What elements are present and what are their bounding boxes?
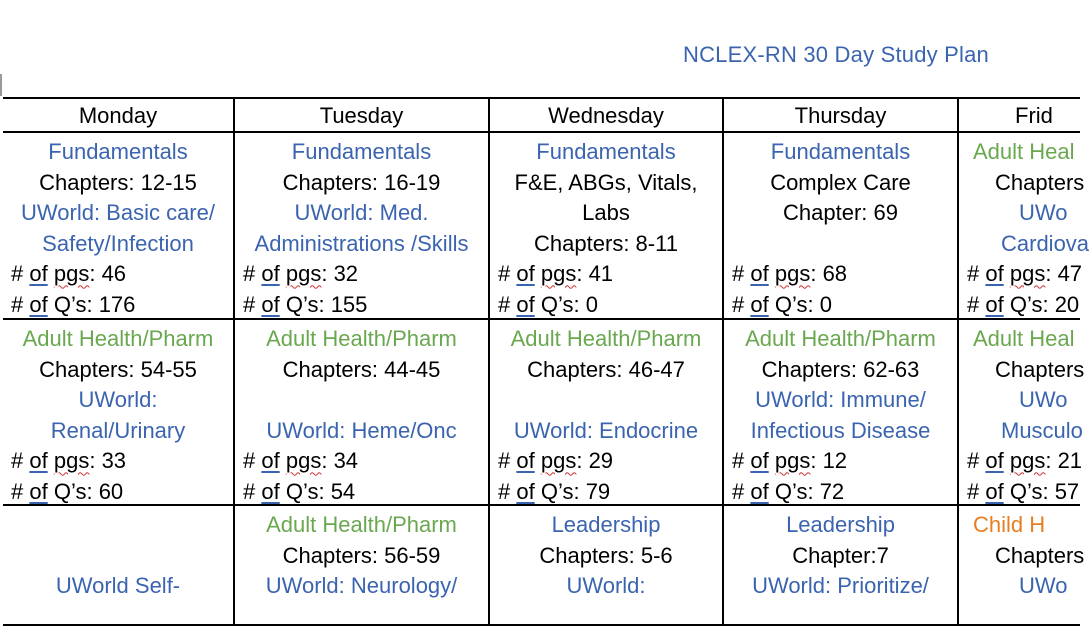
chapters-text: Chapters: 8-11 [534,230,678,256]
day-cell [233,133,488,320]
uworld-topic: UWorld: Basic care/ [21,200,215,226]
pgs-word: pgs [285,261,322,287]
day-cell [957,133,1089,320]
of-word: of [516,478,535,504]
day-cell [3,133,233,320]
uworld-topic: Cardiova [1001,230,1089,256]
subject-label: Adult Heal [973,139,1075,164]
day-header: Monday [3,97,233,133]
chapters-text: Chapters: 5-6 [539,542,673,568]
of-word: of [29,291,48,317]
day-cell [233,506,488,626]
pages-count: # of pgs: 32 [243,261,359,287]
uworld-topic: Musculo [1001,417,1083,443]
chapters-text: Chapters: 46-47 [527,356,685,382]
left-edge-marker [0,74,2,96]
of-word: of [750,261,769,287]
day-cell [957,320,1085,506]
of-word: of [29,478,48,504]
pages-value: 21 [1057,448,1083,474]
subject-label: Child H [973,512,1046,537]
pgs-word: pgs [774,261,811,287]
pages-value: 33 [101,448,127,474]
day-cell [957,506,1085,626]
pgs-word: pgs [53,448,90,474]
pgs-word: pgs [540,261,577,287]
of-word: of [985,478,1004,504]
questions-count: # of Q’s: 60 [11,478,124,504]
qs-word: Q’s [1009,291,1043,317]
pages-count: # of pgs: 41 [498,261,614,287]
subject-label: Adult Health/Pharm [510,326,702,351]
day-header: Wednesday [488,97,722,133]
uworld-topic: UWorld: Neurology/ [265,573,458,599]
subject-label: Fundamentals [48,139,188,164]
pgs-word: pgs [1009,261,1046,287]
chapters-text: Chapters: 12-15 [39,169,197,195]
chapters-text: Chapter:7 [792,542,889,568]
pages-count: # of pgs: 12 [732,448,848,474]
of-word: of [516,448,535,474]
qs-word: Q’s [1009,478,1043,504]
pgs-word: pgs [540,448,577,474]
questions-count: # of Q’s: 0 [732,291,832,317]
day-cell [722,320,957,506]
day-cell [488,506,722,626]
uworld-topic: UWorld Self- [55,573,181,599]
pages-value: 41 [588,261,614,287]
subject-label: Adult Health/Pharm [22,326,214,351]
spacer [724,229,957,260]
of-word: of [985,291,1004,317]
qs-word: Q’s [540,291,574,317]
subject-label: Fundamentals [291,139,432,164]
study-plan-table [3,97,1089,626]
of-word: of [516,291,535,317]
uworld-topic: Infectious Disease [750,417,931,443]
pages-value: 32 [333,261,359,287]
subject-label: Adult Health/Pharm [745,326,936,351]
uworld-topic [235,385,488,416]
pages-count: # of pgs: 46 [11,261,127,287]
of-word: of [985,261,1004,287]
questions-value: 20 [1054,291,1080,317]
day-cell [3,320,233,506]
of-word: of [750,291,769,317]
questions-value: 176 [98,291,136,317]
uworld-topic: UWorld: Prioritize/ [752,573,929,599]
questions-count: # of Q’s: 57 [967,478,1080,504]
pages-value: 29 [588,448,614,474]
questions-value: 72 [819,478,845,504]
questions-value: 60 [98,478,124,504]
day-cell [3,506,233,626]
pages-value: 68 [822,261,848,287]
of-word: of [985,448,1004,474]
subject-label: Adult Health/Pharm [266,326,457,351]
chapters-text: Labs [582,200,630,226]
uworld-topic: UWorld: Endocrine [513,417,699,443]
qs-word: Q’s [285,478,319,504]
of-word: of [29,261,48,287]
qs-word: Q’s [53,478,87,504]
qs-word: Q’s [285,291,319,317]
uworld-topic: Administrations /Skills [254,230,469,256]
chapters-text: Chapter: 69 [783,200,898,226]
chapters-text: Chapters: 44-45 [282,356,441,382]
qs-word: Q’s [774,291,808,317]
chapters-text: Chapters [995,356,1085,382]
questions-count: # of Q’s: 176 [11,291,136,317]
pages-value: 47 [1057,261,1083,287]
day-cell [488,320,722,506]
qs-word: Q’s [774,478,808,504]
page-title: NCLEX-RN 30 Day Study Plan [683,42,989,67]
pages-count: # of pgs: 33 [11,448,127,474]
pages-count: # of pgs: 21 [967,448,1083,474]
uworld-topic: UWo [1019,200,1068,226]
subject-label: Leadership [551,512,661,537]
questions-count: # of Q’s: 20 [967,291,1080,317]
day-cell [488,133,722,320]
chapters-text: Chapters [995,169,1085,195]
uworld-topic: UWorld: Med. [294,200,429,226]
of-word: of [261,261,280,287]
of-word: of [750,478,769,504]
questions-value: 0 [585,291,598,317]
uworld-topic: UWorld: Heme/Onc [266,417,457,443]
qs-word: Q’s [53,291,87,317]
day-cell [722,506,957,626]
questions-count: # of Q’s: 155 [243,291,368,317]
chapters-text: Chapters: 16-19 [282,169,441,195]
pgs-word: pgs [285,448,322,474]
chapters-text: Chapters: 56-59 [282,542,441,568]
pages-count: # of pgs: 29 [498,448,614,474]
pages-count: # of pgs: 47 [967,261,1083,287]
uworld-topic: UWo [1019,573,1068,599]
of-word: of [29,448,48,474]
uworld-topic: UWo [1019,387,1068,413]
chapters-text: Complex Care [770,169,911,195]
chapters-text: Chapters [995,542,1085,568]
subject-label: Adult Health/Pharm [266,512,457,537]
questions-count: # of Q’s: 72 [732,478,845,504]
uworld-topic: Renal/Urinary [50,417,186,443]
uworld-topic: UWorld: [566,573,646,599]
chapters-text: Chapters: 54-55 [39,356,197,382]
spacer [3,541,233,572]
chapters-text: Chapters: 62-63 [761,356,920,382]
questions-value: 155 [330,291,368,317]
of-word: of [516,261,535,287]
pgs-word: pgs [1009,448,1046,474]
of-word: of [261,448,280,474]
pages-value: 34 [333,448,359,474]
qs-word: Q’s [540,478,574,504]
day-header: Thursday [722,97,957,133]
questions-value: 79 [585,478,611,504]
uworld-topic: Safety/Infection [42,230,194,256]
spacer [3,510,233,541]
subject-label: Fundamentals [536,139,676,164]
questions-value: 57 [1054,478,1080,504]
questions-value: 54 [330,478,356,504]
pages-count: # of pgs: 34 [243,448,359,474]
pages-value: 46 [101,261,127,287]
pgs-word: pgs [53,261,90,287]
chapters-text: F&E, ABGs, Vitals, [514,169,698,195]
pages-value: 12 [822,448,848,474]
pages-count: # of pgs: 68 [732,261,848,287]
of-word: of [750,448,769,474]
questions-count: # of Q’s: 0 [498,291,598,317]
uworld-topic: UWorld: Immune/ [755,387,926,413]
day-header: Frid [957,97,1080,133]
uworld-topic [490,385,722,416]
of-word: of [261,291,280,317]
uworld-topic: UWorld: [78,387,158,413]
day-header: Tuesday [233,97,488,133]
questions-count: # of Q’s: 79 [498,478,611,504]
subject-label: Leadership [786,512,895,537]
of-word: of [261,478,280,504]
day-cell [722,133,957,320]
pgs-word: pgs [774,448,811,474]
questions-count: # of Q’s: 54 [243,478,356,504]
questions-value: 0 [819,291,832,317]
subject-label: Fundamentals [770,139,911,164]
day-cell [233,320,488,506]
subject-label: Adult Heal [973,326,1075,351]
